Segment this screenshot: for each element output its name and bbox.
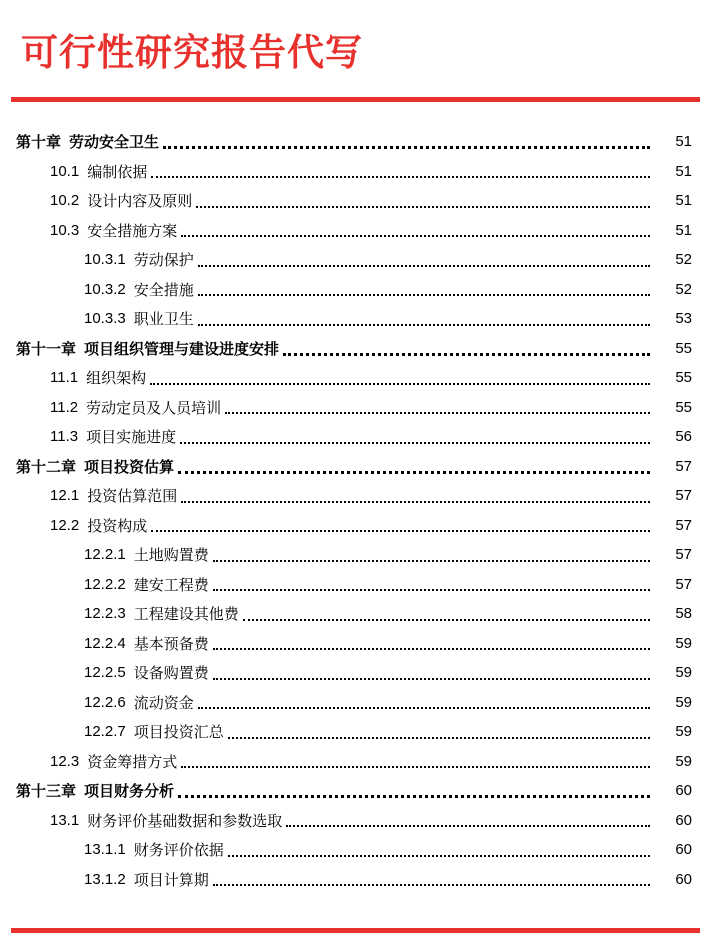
toc-entry-title: 设备购置费 — [133, 664, 209, 683]
toc-entry[interactable] — [0, 481, 706, 511]
toc-entry-page-number: 55 — [675, 339, 692, 357]
toc-entry[interactable] — [0, 186, 706, 216]
footer-divider — [11, 928, 700, 933]
toc-entry-number: 12.2.4 — [84, 634, 126, 652]
toc-entry-page-number: 57 — [675, 457, 692, 475]
toc-entry[interactable] — [0, 334, 706, 364]
toc-entry-dot-leader — [213, 560, 650, 562]
toc-entry-dot-leader — [283, 353, 650, 356]
toc-entry[interactable] — [0, 688, 706, 718]
toc-entry[interactable] — [0, 216, 706, 246]
toc-entry-dot-leader — [181, 235, 650, 237]
toc-entry-page-number: 57 — [675, 487, 692, 505]
toc-entry-title: 项目投资估算 — [84, 457, 175, 476]
toc-entry[interactable] — [0, 511, 706, 541]
toc-entry-dot-leader — [213, 884, 650, 886]
toc-entry-dot-leader — [213, 648, 650, 650]
toc-entry-number: 第十一章 — [16, 339, 77, 358]
toc-entry-page-number: 52 — [675, 251, 692, 269]
toc-entry-dot-leader — [198, 707, 650, 709]
toc-entry-number: 10.3.3 — [84, 310, 126, 328]
toc-entry[interactable] — [0, 245, 706, 275]
toc-entry-number: 12.2.6 — [84, 693, 126, 711]
toc-entry-dot-leader — [286, 825, 650, 827]
toc-entry-number: 10.2 — [50, 192, 80, 210]
toc-entry-dot-leader — [198, 324, 650, 326]
toc-entry-title: 职业卫生 — [133, 310, 194, 329]
toc-entry-dot-leader — [228, 737, 650, 739]
toc-entry-number: 11.1 — [50, 369, 79, 387]
toc-entry-dot-leader — [198, 265, 650, 267]
toc-entry-title: 基本预备费 — [133, 634, 209, 653]
toc-entry-dot-leader — [178, 795, 650, 798]
toc-entry-number: 12.2.2 — [84, 575, 126, 593]
toc-entry-page-number: 59 — [675, 664, 692, 682]
toc-entry[interactable] — [0, 806, 706, 836]
toc-entry-page-number: 51 — [675, 133, 692, 151]
toc-entry-title: 工程建设其他费 — [133, 605, 239, 624]
toc-entry-title: 劳动保护 — [133, 251, 194, 270]
table-of-contents — [0, 127, 706, 894]
toc-entry-dot-leader — [151, 176, 650, 178]
toc-entry-dot-leader — [151, 530, 650, 532]
toc-entry-title: 组织架构 — [86, 369, 147, 388]
toc-entry[interactable] — [0, 747, 706, 777]
toc-entry-page-number: 53 — [675, 310, 692, 328]
toc-entry[interactable] — [0, 452, 706, 482]
toc-entry-title: 资金筹措方式 — [87, 752, 178, 771]
toc-entry-dot-leader — [213, 589, 650, 591]
toc-entry-number: 10.3.2 — [84, 280, 126, 298]
toc-entry-dot-leader — [180, 442, 650, 444]
toc-entry[interactable] — [0, 776, 706, 806]
toc-entry-number: 12.2.3 — [84, 605, 126, 623]
toc-entry-number: 12.2.7 — [84, 723, 126, 741]
page-title: 可行性研究报告代写 — [21, 31, 363, 74]
toc-entry-dot-leader — [178, 471, 650, 474]
toc-entry-title: 财务评价依据 — [133, 841, 224, 860]
toc-entry-title: 设计内容及原则 — [87, 192, 193, 211]
toc-entry[interactable] — [0, 540, 706, 570]
toc-entry-page-number: 59 — [675, 634, 692, 652]
toc-entry[interactable] — [0, 629, 706, 659]
toc-entry-title: 项目计算期 — [133, 870, 209, 889]
toc-entry-page-number: 57 — [675, 546, 692, 564]
toc-entry-page-number: 57 — [675, 575, 692, 593]
toc-entry-title: 投资估算范围 — [87, 487, 178, 506]
header-divider — [11, 97, 700, 102]
toc-entry[interactable] — [0, 127, 706, 157]
toc-entry[interactable] — [0, 275, 706, 305]
toc-entry-dot-leader — [181, 501, 650, 503]
toc-entry-page-number: 58 — [675, 605, 692, 623]
toc-entry-dot-leader — [225, 412, 650, 414]
toc-entry-number: 11.2 — [50, 398, 79, 416]
toc-entry-number: 10.1 — [50, 162, 80, 180]
toc-entry-title: 财务评价基础数据和参数选取 — [87, 811, 283, 830]
toc-entry-page-number: 59 — [675, 693, 692, 711]
toc-entry-number: 12.2 — [50, 516, 80, 534]
toc-entry-page-number: 60 — [675, 782, 692, 800]
toc-entry-number: 13.1.2 — [84, 870, 126, 888]
toc-entry-title: 编制依据 — [87, 162, 148, 181]
toc-entry[interactable] — [0, 835, 706, 865]
toc-entry-number: 12.2.1 — [84, 546, 126, 564]
toc-entry-title: 安全措施 — [133, 280, 194, 299]
toc-entry[interactable] — [0, 599, 706, 629]
toc-entry-page-number: 57 — [675, 516, 692, 534]
toc-entry-dot-leader — [181, 766, 650, 768]
toc-entry-number: 12.2.5 — [84, 664, 126, 682]
toc-entry-number: 10.3.1 — [84, 251, 126, 269]
toc-entry[interactable] — [0, 658, 706, 688]
toc-entry-number: 第十章 — [16, 133, 62, 152]
toc-entry-title: 劳动定员及人员培训 — [86, 398, 222, 417]
toc-entry-title: 劳动安全卫生 — [69, 133, 160, 152]
toc-entry-title: 土地购置费 — [133, 546, 209, 565]
toc-entry-number: 第十三章 — [16, 782, 77, 801]
toc-entry-page-number: 59 — [675, 752, 692, 770]
toc-entry-page-number: 55 — [675, 398, 692, 416]
toc-entry-dot-leader — [213, 678, 650, 680]
toc-entry[interactable] — [0, 304, 706, 334]
toc-entry-number: 10.3 — [50, 221, 80, 239]
toc-entry-title: 安全措施方案 — [87, 221, 178, 240]
toc-entry-page-number: 51 — [675, 192, 692, 210]
toc-entry-number: 13.1.1 — [84, 841, 126, 859]
toc-entry[interactable] — [0, 157, 706, 187]
toc-entry-page-number: 51 — [675, 162, 692, 180]
toc-entry-dot-leader — [196, 206, 650, 208]
toc-entry-dot-leader — [150, 383, 650, 385]
toc-entry[interactable] — [0, 422, 706, 452]
toc-entry-dot-leader — [228, 855, 650, 857]
toc-entry-number: 第十二章 — [16, 457, 77, 476]
toc-entry-page-number: 59 — [675, 723, 692, 741]
toc-entry-title: 项目组织管理与建设进度安排 — [84, 339, 280, 358]
toc-entry[interactable] — [0, 393, 706, 423]
toc-entry[interactable] — [0, 570, 706, 600]
toc-entry[interactable] — [0, 865, 706, 895]
toc-entry[interactable] — [0, 717, 706, 747]
toc-entry-dot-leader — [243, 619, 650, 621]
toc-entry-number: 13.1 — [50, 811, 80, 829]
toc-entry-page-number: 60 — [675, 841, 692, 859]
toc-entry-page-number: 60 — [675, 870, 692, 888]
toc-entry-page-number: 55 — [675, 369, 692, 387]
toc-entry-page-number: 60 — [675, 811, 692, 829]
toc-entry-page-number: 56 — [675, 428, 692, 446]
toc-entry-number: 11.3 — [50, 428, 79, 446]
toc-entry-title: 项目投资汇总 — [133, 723, 224, 742]
toc-entry-title: 建安工程费 — [133, 575, 209, 594]
toc-entry-title: 投资构成 — [87, 516, 148, 535]
toc-entry-title: 项目财务分析 — [84, 782, 175, 801]
toc-entry-number: 12.1 — [50, 487, 80, 505]
toc-entry-dot-leader — [198, 294, 650, 296]
toc-entry-page-number: 51 — [675, 221, 692, 239]
toc-entry-page-number: 52 — [675, 280, 692, 298]
toc-entry[interactable] — [0, 363, 706, 393]
toc-entry-title: 项目实施进度 — [86, 428, 177, 447]
toc-entry-number: 12.3 — [50, 752, 80, 770]
toc-entry-title: 流动资金 — [133, 693, 194, 712]
toc-entry-dot-leader — [163, 146, 650, 149]
